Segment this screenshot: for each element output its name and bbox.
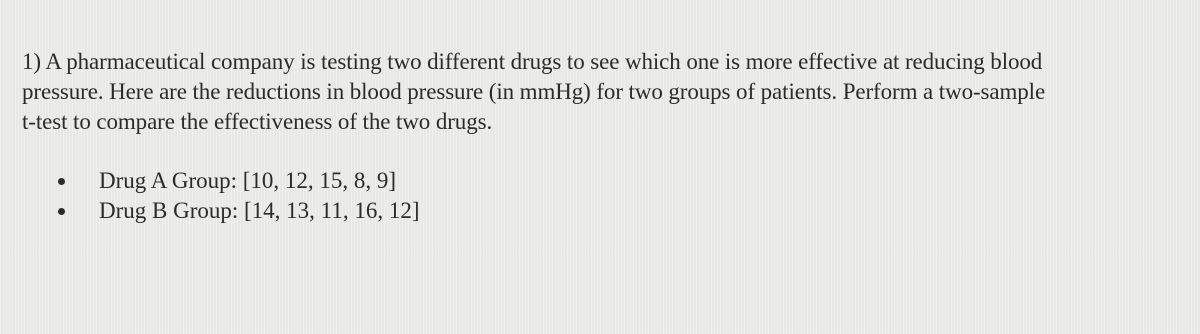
drug-group-list (58, 166, 419, 226)
drug-a-group-item (58, 166, 419, 196)
problem-line-1: 1) A pharmaceutical company is testing two different drugs to see which one is more effective at reducing blood (22, 49, 1043, 74)
problem-line-3: t-test to compare the effectiveness of the two drugs. (22, 109, 493, 134)
drug-a-group-text: Drug A Group: [10, 12, 15, 8, 9] (99, 168, 397, 193)
bullet-icon (58, 178, 65, 185)
problem-statement (22, 47, 1182, 137)
bullet-icon (58, 208, 65, 215)
drug-b-group-item (58, 196, 419, 226)
drug-b-group-text: Drug B Group: [14, 13, 11, 16, 12] (99, 198, 420, 223)
problem-line-2: pressure. Here are the reductions in blood pressure (in mmHg) for two groups of patients. Perform a two-sample (22, 79, 1046, 104)
